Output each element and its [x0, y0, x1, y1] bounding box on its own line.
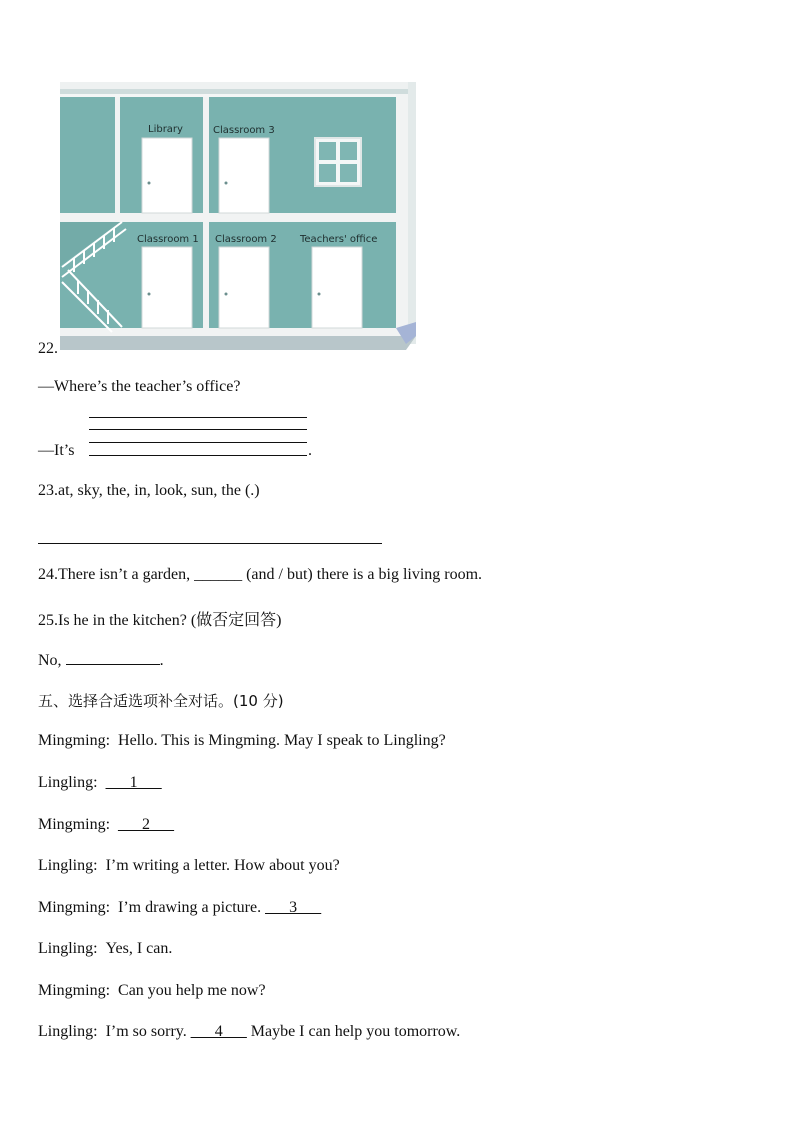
dialogue-speaker: Mingming:: [38, 816, 111, 833]
question-24-before: 24.There isn’t a garden,: [38, 566, 195, 583]
ground-strip: [60, 328, 416, 336]
question-25-answer-prefix: No,: [38, 652, 66, 669]
dialogue-text: Yes, I can.: [105, 940, 173, 957]
classroom1-label: Classroom 1: [137, 234, 199, 245]
teachers-office-label: Teachers' office: [300, 234, 378, 245]
right-pillar: [396, 94, 408, 344]
classroom3-label: Classroom 3: [213, 125, 275, 136]
question-25-answer: [38, 650, 164, 670]
dialogue-text: Maybe I can help you tomorrow.: [246, 1023, 461, 1040]
question-22-number: 22.: [38, 340, 58, 357]
dialogue-speaker: Mingming:: [38, 732, 111, 749]
roof-trim: [60, 82, 416, 89]
classroom2-door: [219, 247, 269, 328]
dialogue-text: I’m so sorry.: [105, 1023, 191, 1040]
dialogue-speaker: Lingling:: [38, 940, 98, 957]
question-25-answer-suffix: .: [159, 652, 164, 669]
question-25-prompt: 25.Is he in the kitchen? (做否定回答): [38, 612, 282, 629]
question-24-prompt: [38, 566, 482, 584]
question-24-blank[interactable]: ______: [194, 566, 243, 583]
question-22-prompt: —Where’s the teacher’s office?: [38, 378, 241, 395]
question-24-after: (and / but) there is a big living room.: [242, 566, 483, 583]
dialogue-speaker: Mingming:: [38, 899, 111, 916]
classroom3-door: [219, 138, 269, 213]
question-23-answer-line[interactable]: [38, 543, 382, 544]
dialogue-line: [38, 1023, 460, 1041]
dialogue-text: I’m writing a letter. How about you?: [105, 857, 340, 874]
floor-divider: [60, 213, 396, 222]
dialogue-blank[interactable]: ___2___: [118, 816, 175, 833]
library-door: [142, 138, 192, 213]
dialogue-blank[interactable]: ___1___: [105, 774, 162, 791]
dialogue-blank[interactable]: ___3___: [265, 899, 322, 916]
dialogue-line: [38, 940, 172, 958]
dialogue-line: [38, 732, 446, 750]
question-23-prompt: 23.at, sky, the, in, look, sun, the (.): [38, 482, 260, 499]
window: [315, 138, 361, 186]
dialogue-line: [38, 774, 162, 792]
dialogue-line: [38, 982, 266, 1000]
dialogue-text: I’m drawing a picture.: [118, 899, 266, 916]
section-5-heading: 五、选择合适选项补全对话。(10 分): [38, 692, 284, 710]
question-22-answer-suffix: .: [308, 442, 312, 459]
question-22-answer-blank[interactable]: [89, 441, 307, 457]
question-22-answer-prefix: —It’s: [38, 442, 75, 459]
dialogue-blank[interactable]: ___4___: [190, 1023, 247, 1040]
question-25-answer-blank[interactable]: [66, 650, 160, 665]
classroom2-label: Classroom 2: [215, 234, 277, 245]
dialogue-text: Hello. This is Mingming. May I speak to Lingling?: [118, 732, 446, 749]
dialogue-line: [38, 857, 340, 875]
dialogue-line: [38, 899, 321, 917]
classroom1-door: [142, 247, 192, 328]
school-building-illustration: [60, 82, 418, 354]
dialogue-speaker: Mingming:: [38, 982, 111, 999]
dialogue-text: Can you help me now?: [118, 982, 266, 999]
teachers-office-door: [312, 247, 362, 328]
library-label: Library: [148, 124, 183, 135]
dialogue-speaker: Lingling:: [38, 1023, 98, 1040]
dialogue-speaker: Lingling:: [38, 857, 98, 874]
dialogue-line: [38, 816, 174, 834]
dialogue-speaker: Lingling:: [38, 774, 98, 791]
